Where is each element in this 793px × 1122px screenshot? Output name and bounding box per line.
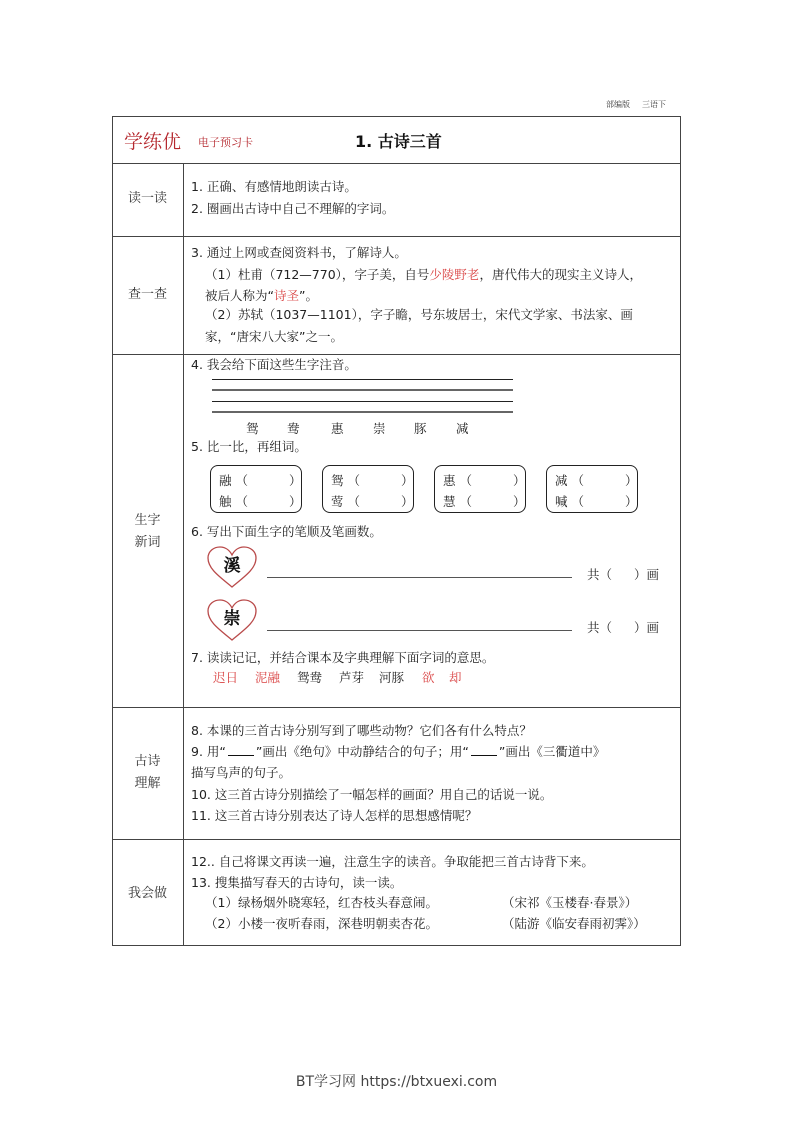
row-divider: [112, 163, 681, 164]
stroke-count-pre: 共（: [587, 620, 613, 635]
compare-char: 融: [219, 473, 232, 488]
compare-char: 触: [219, 494, 232, 509]
vocab-word: 河豚: [379, 670, 405, 685]
compare-char: 喊: [555, 494, 568, 509]
poem-line: （1）绿杨烟外晓寒轻，红杏枝头春意闹。: [205, 895, 438, 910]
stroke-count-post: ）画: [634, 567, 660, 582]
pinyin-char: 豚: [414, 421, 427, 436]
pinyin-writing-line[interactable]: [212, 401, 513, 402]
paren: （: [459, 473, 473, 488]
row-label-new-words: [112, 510, 183, 554]
vocab-word: 迟日: [213, 670, 239, 685]
paren: ）: [625, 494, 638, 509]
row-label-read: 读一读: [127, 191, 167, 206]
label-line: 生字: [134, 513, 161, 528]
vocab-word: 芦芽: [339, 670, 365, 685]
paren: （: [459, 494, 473, 509]
stroke-order-line[interactable]: [267, 577, 572, 578]
heart-icon: [206, 598, 258, 642]
column-divider: [183, 163, 184, 946]
sushi-line-2: 家，“唐宋八大家”之一。: [205, 329, 343, 344]
row-divider: [112, 236, 681, 237]
paren: （: [347, 473, 361, 488]
row-label-practice: 我会做: [127, 886, 167, 901]
pinyin-char: 惠: [331, 421, 344, 436]
dufu-text: ，唐代伟大的现实主义诗人，: [479, 267, 642, 282]
paren: ）: [289, 473, 302, 488]
paren: （: [571, 494, 585, 509]
q11-text: 11. 这三首古诗分别表达了诗人怎样的思想感情呢？: [191, 808, 478, 823]
row-divider: [112, 839, 681, 840]
edition-label: 部编版: [606, 100, 630, 109]
pinyin-writing-line[interactable]: [212, 411, 513, 413]
paren: ）: [401, 473, 414, 488]
paren: ）: [513, 473, 526, 488]
brand-subtitle: 电子预习卡: [198, 136, 253, 149]
paren: ）: [289, 494, 302, 509]
dufu-title-highlight: 诗圣: [273, 288, 299, 303]
paren: ）: [401, 494, 414, 509]
paren: ）: [625, 473, 638, 488]
stroke-count: [587, 565, 659, 583]
footer-watermark: BT学习网 https://btxuexi.com: [295, 1074, 498, 1090]
compare-box[interactable]: [546, 465, 638, 513]
q12-text: 12.. 自己将课文再读一遍，注意生字的读音。争取能把三首古诗背下来。: [191, 854, 594, 869]
grade-label: 三语下: [642, 100, 666, 109]
dufu-text: （1）杜甫（712—770），字子美，自号: [205, 267, 430, 282]
label-line: 新词: [134, 535, 161, 550]
compare-box[interactable]: [210, 465, 302, 513]
label-line: 古诗: [134, 754, 161, 769]
stroke-count: [587, 618, 659, 636]
pinyin-writing-line[interactable]: [212, 379, 513, 380]
lookup-intro: 3. 通过上网或查阅资料书，了解诗人。: [191, 245, 407, 260]
pinyin-char: 减: [456, 421, 469, 436]
pinyin-char: 鸯: [287, 421, 300, 436]
compare-char: 减: [555, 473, 568, 488]
compare-char: 惠: [443, 473, 456, 488]
paren: （: [235, 473, 249, 488]
poem-line: （2）小楼一夜听春雨，深巷明朝卖杏花。: [205, 916, 438, 931]
dufu-text: ”。: [299, 288, 318, 303]
underline-sample: [228, 746, 254, 756]
q6-text: 6. 写出下面生字的笔顺及笔画数。: [191, 524, 382, 539]
row-divider: [112, 707, 681, 708]
row-divider: [112, 354, 681, 355]
q9-text: ”画出《三衢道中》: [498, 744, 606, 759]
sushi-line-1: （2）苏轼（1037—1101），字子瞻，号东坡居士，宋代文学家、书法家、画: [205, 307, 633, 322]
underline-sample: [471, 746, 497, 756]
q4-text: 4. 我会给下面这些生字注音。: [191, 357, 357, 372]
q7-text: 7. 读读记记，并结合课本及字典理解下面字词的意思。: [191, 650, 495, 665]
paren: （: [235, 494, 249, 509]
stroke-count-pre: 共（: [587, 567, 613, 582]
q9-line-2: 描写鸟声的句子。: [191, 765, 292, 780]
brand-logo-text: 学练优: [124, 131, 182, 153]
q10-text: 10. 这三首古诗分别描绘了一幅怎样的画面？用自己的话说一说。: [191, 787, 553, 802]
q9-text: 9. 用“: [191, 744, 226, 759]
dufu-line-2: [205, 288, 318, 304]
row-label-lookup: 查一查: [127, 287, 167, 302]
q8-text: 8. 本课的三首古诗分别写到了哪些动物？它们各有什么特点？: [191, 723, 532, 738]
vocab-word: 欲: [422, 670, 435, 685]
poem-source: （宋祁《玉楼春·春景》）: [502, 895, 638, 910]
pinyin-char: 鸳: [246, 421, 259, 436]
stroke-char: 崇: [223, 609, 241, 629]
stroke-char: 溪: [223, 556, 241, 576]
poem-source: （陆游《临安春雨初霁》）: [502, 916, 646, 931]
q5-text: 5. 比一比，再组词。: [191, 439, 307, 454]
vocab-word: 鸳鸯: [297, 670, 323, 685]
read-item-2: 2. 圈画出古诗中自己不理解的字词。: [191, 201, 395, 216]
heart-icon: [206, 545, 258, 589]
compare-box[interactable]: [434, 465, 526, 513]
dufu-line-1: [205, 267, 642, 283]
stroke-count-post: ）画: [634, 620, 660, 635]
compare-char: 慧: [443, 494, 456, 509]
paren: （: [347, 494, 361, 509]
vocab-word: 泥融: [255, 670, 281, 685]
q13-text: 13. 搜集描写春天的古诗句，读一读。: [191, 875, 403, 890]
paren: ）: [513, 494, 526, 509]
dufu-hao-highlight: 少陵野老: [429, 267, 480, 282]
label-line: 理解: [134, 776, 161, 791]
q9-text: ”画出《绝句》中动静结合的句子；用“: [255, 744, 469, 759]
lesson-title: 1. 古诗三首: [355, 132, 442, 151]
compare-char: 莺: [331, 494, 344, 509]
q9-line-1: [191, 744, 605, 760]
read-item-1: 1. 正确、有感情地朗读古诗。: [191, 179, 357, 194]
page-header-note: [606, 99, 678, 110]
compare-box[interactable]: [322, 465, 414, 513]
row-label-understand: [112, 751, 183, 795]
vocab-word: 却: [449, 670, 462, 685]
compare-char: 鸳: [331, 473, 344, 488]
dufu-text: 被后人称为“: [205, 288, 274, 303]
pinyin-writing-line[interactable]: [212, 389, 513, 391]
pinyin-char: 崇: [373, 421, 386, 436]
paren: （: [571, 473, 585, 488]
stroke-order-line[interactable]: [267, 630, 572, 631]
